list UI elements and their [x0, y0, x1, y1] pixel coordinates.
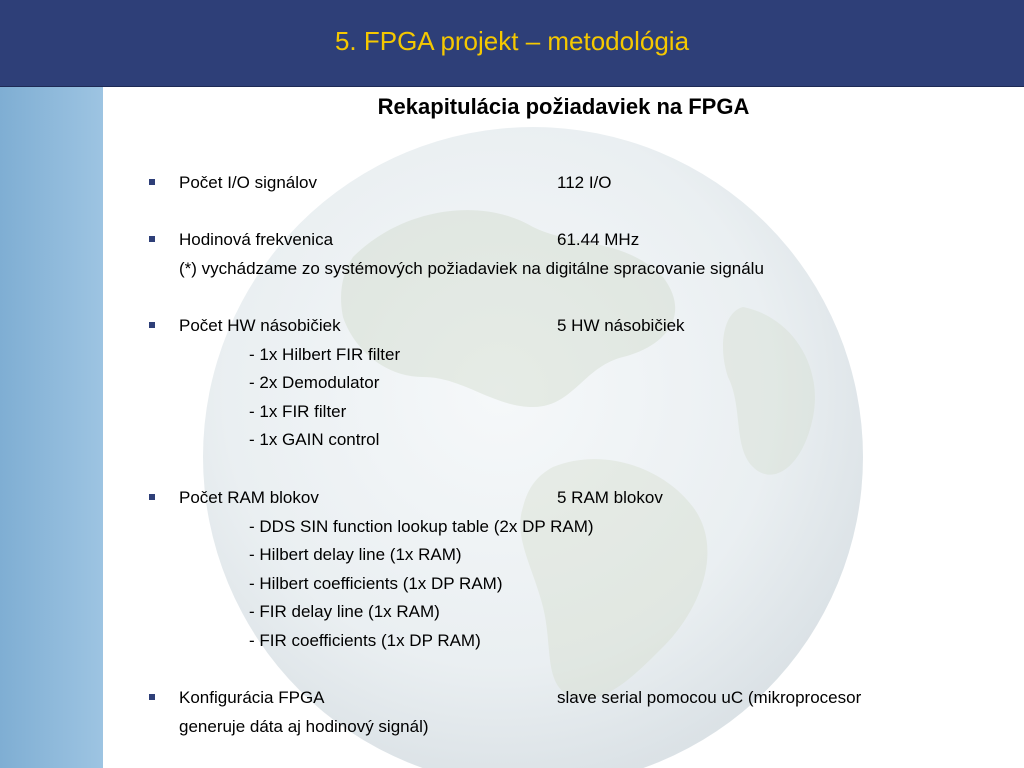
item-value-io-signals: 112 I/O — [557, 173, 612, 192]
subitem-ram-block: - DDS SIN function lookup table (2x DP RAM) — [249, 517, 594, 536]
subitem-hw-multiplier: - 1x Hilbert FIR filter — [249, 345, 401, 364]
bullet-icon — [149, 236, 155, 242]
sidebar-stripe — [0, 87, 103, 768]
subitem-hw-multiplier: - 2x Demodulator — [249, 373, 380, 392]
subitem-hw-multiplier: - 1x FIR filter — [249, 402, 347, 421]
item-label-fpga-configuration: Konfigurácia FPGA — [179, 688, 325, 707]
subitem-ram-block: - Hilbert coefficients (1x DP RAM) — [249, 574, 503, 593]
bullet-icon — [149, 179, 155, 185]
item-label-ram-blocks: Počet RAM blokov — [179, 488, 319, 507]
item-value-clock-frequency: 61.44 MHz — [557, 230, 640, 249]
item-label-hw-multipliers: Počet HW násobičiek — [179, 316, 341, 335]
item-label-clock-frequency: Hodinová frekvenica — [179, 230, 334, 249]
slide-title: 5. FPGA projekt – metodológia — [334, 26, 690, 56]
subitem-ram-block: - FIR coefficients (1x DP RAM) — [249, 631, 481, 650]
slide-subtitle: Rekapitulácia požiadaviek na FPGA — [377, 94, 750, 119]
header-bar — [0, 0, 1024, 87]
bullet-icon — [149, 694, 155, 700]
bullet-icon — [149, 494, 155, 500]
subitem-ram-block: - Hilbert delay line (1x RAM) — [249, 545, 462, 564]
bullet-icon — [149, 322, 155, 328]
item-label-io-signals: Počet I/O signálov — [179, 173, 317, 192]
item-value-ram-blocks: 5 RAM blokov — [557, 488, 663, 507]
item-value-hw-multipliers: 5 HW násobičiek — [557, 316, 685, 335]
subitem-ram-block: - FIR delay line (1x RAM) — [249, 602, 440, 621]
item-continuation-fpga-configuration: generuje dáta aj hodinový signál) — [179, 717, 429, 736]
subitem-hw-multiplier: - 1x GAIN control — [249, 430, 380, 449]
item-value-fpga-configuration: slave serial pomocou uC (mikroprocesor — [557, 688, 862, 707]
item-note-clock-frequency: (*) vychádzame zo systémových požiadaviek na digitálne spracovanie signálu — [179, 259, 764, 278]
